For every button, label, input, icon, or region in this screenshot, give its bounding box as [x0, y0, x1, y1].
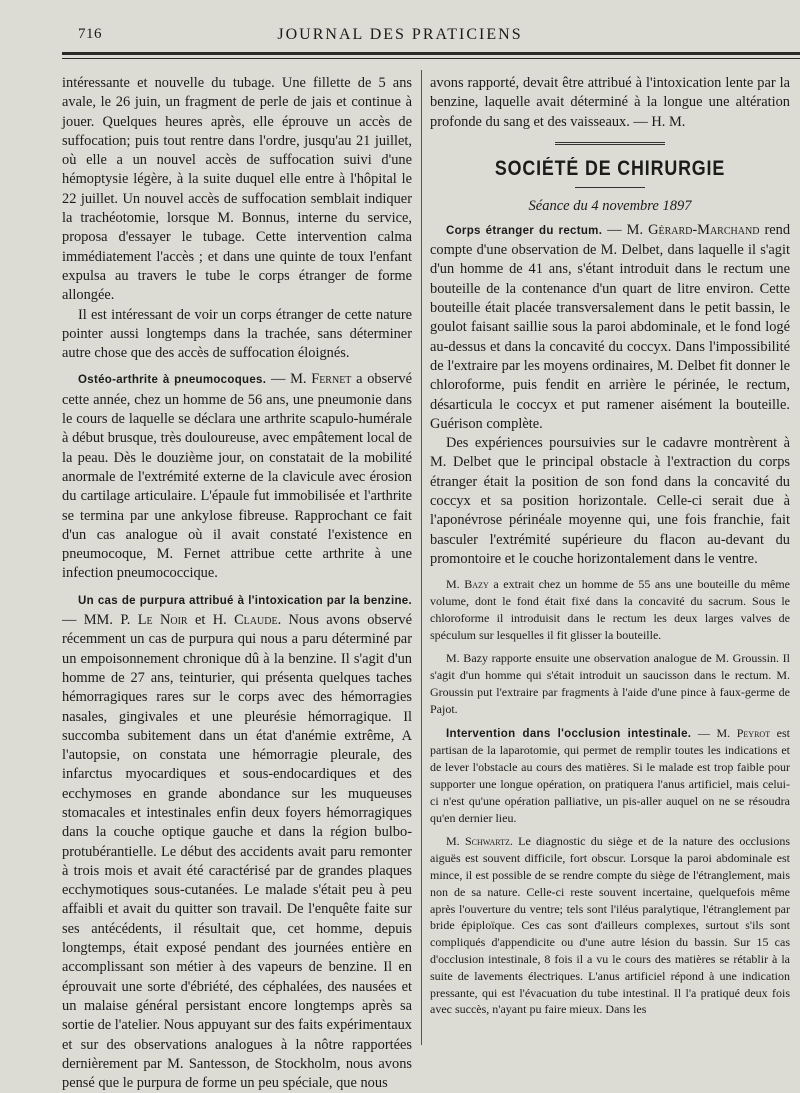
rubric-osteo-arthrite: Ostéo-arthrite à pneumocoques.: [78, 374, 267, 387]
rubric-purpura: Un cas de purpura attribué à l'intoxication par la benzine.: [78, 594, 412, 607]
author-peyrot: Peyrot: [736, 725, 771, 740]
rubric-occlusion: Intervention dans l'occlusion intestinale.: [446, 727, 692, 740]
text-fragment: — M.: [691, 725, 737, 740]
page-number: 716: [78, 26, 102, 42]
text-fragment: — MM. P.: [62, 612, 138, 629]
page-header: [0, 22, 800, 52]
decorative-rule-bottom: [575, 187, 645, 188]
author-bazy: Bazy: [464, 577, 489, 592]
author-claude: Claude: [234, 612, 278, 629]
author-le-noir: Le Noir: [137, 612, 188, 629]
occlusion-text: est partisan de la laparotomie, qui permet de remplir toutes les indications et de lever l'obstacle au cours des matières. Si le malade est trop faible pour supporter une longue opération, on pratiquera l'anus artificiel, mais celui-ci n'est qu'une opération palliative, un pis-aller auquel on ne se résoudra qu'en dernier lieu.: [430, 725, 791, 825]
text-fragment: M.: [446, 577, 465, 592]
left-paragraph-trachee: Il est intéressant de voir un corps étranger de cette nature pointer aussi longtemps dans la trachée, sans déterminer autre chose que des accès de suffocation éloignés.: [62, 306, 412, 362]
left-paragraph-osteo-arthrite: [62, 370, 412, 583]
author-fernet: Fernet: [311, 371, 352, 388]
bazy-text: a extrait chez un homme de 55 ans une bouteille du même volume, dont le fond était fixé dans la concavité du sacrum. Sous le chloroforme il introduisit dans le rectum les deux larges valves de spéculum sur lesquelles il fit glisser la bouteille.: [430, 577, 791, 642]
purpura-text: . Nous avons observé récemment un cas de purpura qui nous a paru déterminé par un empoisonnement chronique dû à la benzine. Il s'agit d'un homme de 27 ans, teinturier, qui présenta quelques taches hémorragiques rares sur le corps avec des hémorragies nasales, gingivales et une pleurésie hémorragique. Il succomba subitement dans un état d'anémie extrême, A l'autopsie, on constata une hémorragie pleurale, des infarctus myocardiques et sous-endocardiques et des ecchymoses en grande abondance sur les muqueuses stomacales et intestinales enfin deux foyers hémorragiques dans la couche optique gauche et dans la région bulbo-protubérantielle. Le début des accidents avait paru remonter à trois mois et avait été caractérisé par de grandes plaques ecchymotiques sous-cutanées. Le malade s'était peu à peu affaibli et avait du quitter son travail. De l'enquête faite sur ses antécédents, il résultait que, cet homme, depuis longtemps, était exposé pendant des journées entière en accomplissant son métier à des vapeurs de benzine. Il en éprouvait une sorte d'ébriété, des céphalées, des nausées et un malaise général persistant encore longtemps après sa sortie de l'atelier. Nous appuyant sur des faits expérimentaux et sur des observations analogues à la nôtre rapportées dernièrement par M. Santesson, de Stockholm, nous avons pensé que le purpura de forme un peu spéciale, que nous: [62, 612, 412, 1092]
decorative-rule-top: [555, 142, 665, 149]
seance-date: Séance du 4 novembre 1897: [528, 197, 692, 214]
right-column: [430, 74, 790, 1018]
left-paragraph-purpura: [62, 591, 412, 1093]
right-paragraph-experiences: Des expériences poursuivies sur le cadavre montrèrent à M. Delbet que le principal obstacle à l'extraction du corps étranger était la position de son fond dans la concavité du coccyx et sa position horizontale. Celle-ci serait due à l'aponévrose périnéale moyenne qui, une fois franchie, fait basculer l'extrémité supérieure du flacon au-devant du promontoire et le couche horizontalement dans le ventre.: [430, 435, 790, 567]
right-paragraph-schwartz: [430, 833, 790, 1018]
osteo-arthrite-text: a observé cette année, chez un homme de 56 ans, une pneumonie dans le cours de laquelle se déclara une arthrite scapulo-humérale à début brusque, très douloureuse, avec empâtement local de la peau. Dès le douzième jour, on constatait de la mobilité anormale de l'extrémité externe de la clavicule avec érosion du cartilage articulaire. L'épaule fut immobilisée et l'arthrite se termina par une ankylose fibreuse. Rapprochant ce fait d'un cas analogue où il avait constaté l'existence en pneumocoque, M. Fernet attribue cette arthrite à une infection pneumococcique.: [62, 371, 412, 582]
right-paragraph-bazy: [430, 576, 790, 643]
text-fragment: M.: [446, 834, 465, 849]
journal-title: JOURNAL DES PRATICIENS: [277, 26, 523, 43]
header-rule-thin: [62, 58, 800, 59]
right-paragraph-occlusion: [430, 725, 790, 827]
schwartz-text: . Le diagnostic du siège et de la nature des occlusions aiguës est souvent difficile, fort obscur. Lorsque la paroi abdominale est mince, il est possible de se rendre compte du siège de l'étranglement, mais non de sa nature. Celle-ci reste souvent incertaine, quelquefois même après l'ouverture du ventre; tels sont l'iléus paralytique, l'étranglement par bride épiploïque. Ces cas sont d'ailleurs complexes, surtout s'ils sont compliqués d'appendicite ou d'une autre lésion du bassin. Sur 15 cas d'occlusion intestinale, 8 fois il a vu le cours des matières se rétablir à la suite de lavements électriques. L'anus artificiel répond à une indication pressante, qui est l'évacuation du tube intestinal. Il l'a pratiqué deux fois avec succès, n'ayant pu faire mieux. Dans les: [430, 834, 791, 1017]
right-paragraph-groussin: M. Bazy rapporte ensuite une observation analogue de M. Groussin. Il s'agit d'un homme qui s'était introduit un saucisson dans le rectum. M. Groussin put l'extraire par fragments à l'aide d'une pince à faux-germe de Pajot.: [430, 651, 790, 716]
corps-etranger-text: rend compte d'une observation de M. Delbet, dans laquelle il s'agit d'un homme de 41 ans, s'étant introduit dans le rectum une bouteille de la contenance d'un quart de litre environ. Cette bouteille était placée transversalement dans le petit bassin, le goulot faisant saillie sous la paroi abdominale, et le fond logé au-dessus et dans la concavité du coccyx. Dans l'impossibilité de l'extraire par les moyens ordinaires, M. Delbet fit donner le chloroforme, puis fendit en arrière le périnée, le rectum, désarticula le coccyx et put ramener aisément la bouteille. Guérison complète.: [430, 221, 791, 432]
text-fragment: et H.: [187, 612, 235, 629]
author-schwartz: Schwartz: [465, 834, 510, 849]
rubric-corps-etranger: Corps étranger du rectum.: [446, 224, 603, 237]
text-fragment: — M.: [602, 221, 649, 238]
society-title: SOCIÉTÉ DE CHIRURGIE: [494, 156, 726, 180]
left-paragraph-tubage: intéressante et nouvelle du tubage. Une fillette de 5 ans avale, le 26 juin, un fragment de perle de jais et continue à jouer. Quelques heures après, elle éprouve un accès de suffocation; puis tout rentre dans l'ordre, jusqu'au 21 juillet, où elle a un nouvel accès de suffocation suivi d'une hémoptysie légère, à la suite duquel elle entre à l'hôpital le 22 juillet. Un nouvel accès de suffocation semblait indiquer la trachéotomie, lorsque M. Bonnus, interne du service, proposa d'essayer le tubage. Cette intervention calma immédiatement l'accès ; et dans une quinte de toux l'enfant expulsa au travers le tube le corps étranger de forme allongée.: [62, 75, 412, 304]
right-paragraph-corps-etranger: [430, 221, 790, 434]
column-divider: [421, 70, 422, 1045]
right-paragraph-benzine-end: avons rapporté, devait être attribué à l'intoxication lente par la benzine, laquelle avait déterminé à la longue une altération profonde du sang et des vaisseaux. — H. M.: [430, 75, 790, 130]
society-heading: [430, 142, 790, 188]
author-gerard-marchand: Gérard-Marchand: [648, 221, 760, 238]
header-rule-thick: [62, 52, 800, 55]
text-fragment: — M.: [266, 371, 312, 388]
left-column: [62, 74, 412, 1093]
